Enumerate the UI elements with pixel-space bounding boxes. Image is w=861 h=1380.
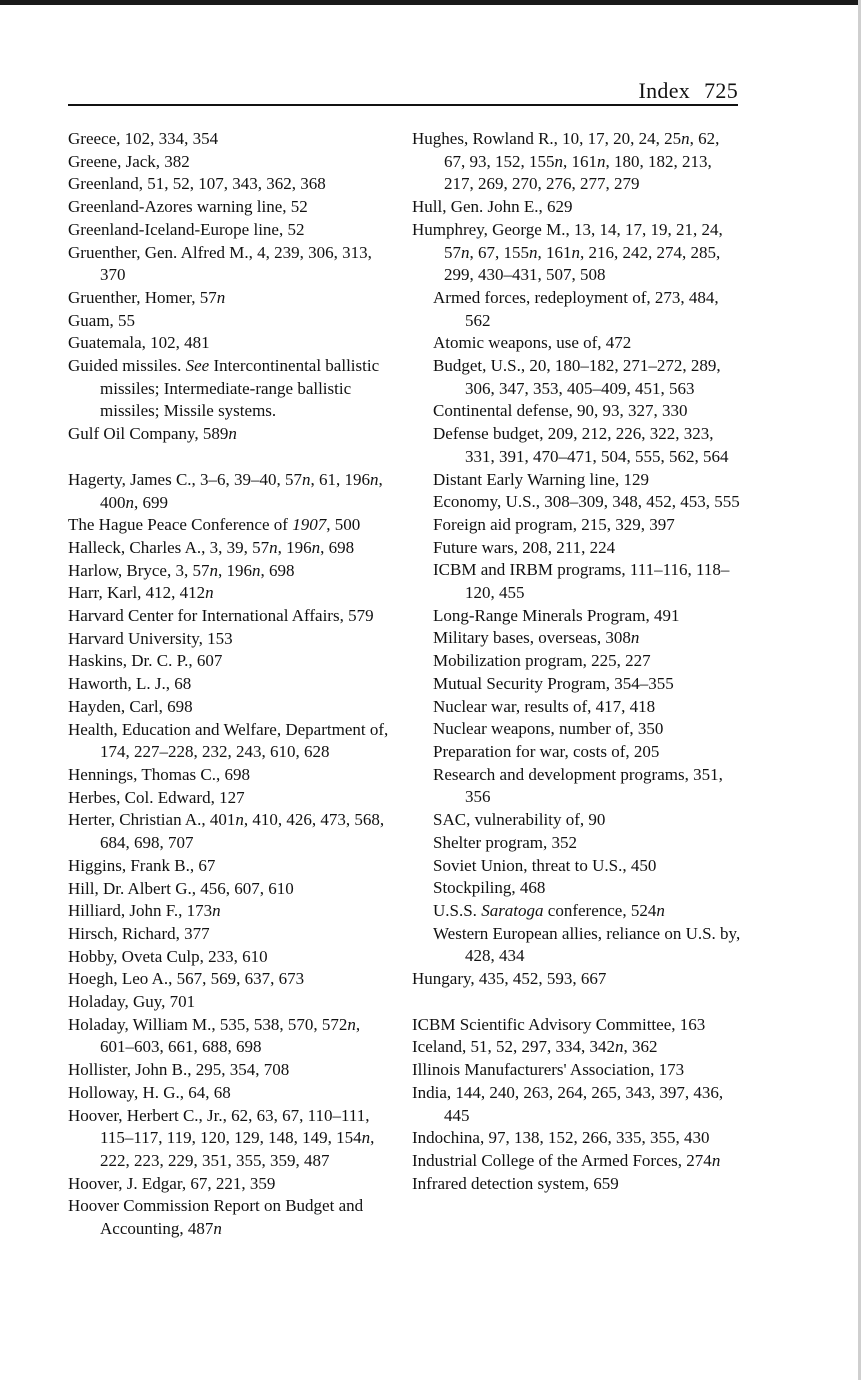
index-entry: Holloway, H. G., 64, 68 [68, 1082, 231, 1102]
header-label [625, 78, 739, 104]
index-entry: Greene, Jack, 382 [68, 151, 190, 171]
index-entry: Hill, Dr. Albert G., 456, 607, 610 [68, 878, 294, 898]
index-entry: Hull, Gen. John E., 629 [412, 197, 573, 217]
index-entry: Hoegh, Leo A., 567, 569, 637, 673 [68, 969, 305, 989]
index-entry: ICBM Scientific Advisory Committee, 163 [412, 1014, 706, 1034]
index-subentry: Military bases, overseas, 308n [433, 628, 640, 648]
page-number: 725 [704, 78, 738, 103]
index-entry: Hoover Commission Report on Budget and Accounting, 487n [68, 1196, 364, 1239]
index-entry: Iceland, 51, 52, 297, 334, 342n, 362 [412, 1037, 658, 1057]
index-subentry: ICBM and IRBM programs, 111–116, 118–120, 455 [433, 560, 730, 603]
index-entry: Health, Education and Welfare, Department of, 174, 227–228, 232, 243, 610, 628 [68, 719, 389, 762]
index-entry: Greenland, 51, 52, 107, 343, 362, 368 [68, 174, 326, 194]
index-subentry: Distant Early Warning line, 129 [433, 469, 649, 489]
index-subentry: Future wars, 208, 211, 224 [433, 537, 616, 557]
index-subentry: Preparation for war, costs of, 205 [433, 741, 660, 761]
index-entry: Halleck, Charles A., 3, 39, 57n, 196n, 698 [68, 537, 355, 557]
index-entry: Higgins, Frank B., 67 [68, 855, 216, 875]
index-entry: Harvard University, 153 [68, 628, 233, 648]
index-entry: Gruenther, Homer, 57n [68, 287, 226, 307]
letter-section-gap [68, 446, 398, 469]
letter-section-gap [412, 991, 742, 1014]
index-entry: Hilliard, John F., 173n [68, 901, 221, 921]
index-subentry: Stockpiling, 468 [433, 878, 546, 898]
index-entry: Holaday, William M., 535, 538, 570, 572n, 601–603, 661, 688, 698 [68, 1014, 361, 1057]
index-entry: Holaday, Guy, 701 [68, 992, 196, 1012]
index-subentry: Defense budget, 209, 212, 226, 322, 323, 331, 391, 470–471, 504, 555, 562, 564 [433, 424, 729, 466]
index-subentry: Mutual Security Program, 354–355 [433, 673, 674, 693]
index-entry: The Hague Peace Conference of 1907, 500 [68, 515, 361, 535]
index-entry: Hollister, John B., 295, 354, 708 [68, 1060, 290, 1080]
index-entry: Industrial College of the Armed Forces, 274n [412, 1150, 721, 1170]
running-header [68, 76, 738, 106]
index-subentry: Nuclear war, results of, 417, 418 [433, 696, 656, 716]
index-entry: Humphrey, George M., 13, 14, 17, 19, 21, 24, 57n, 67, 155n, 161n, 216, 242, 274, 285, 299, 430–431, 507, 508 [412, 219, 723, 285]
index-entry: Hennings, Thomas C., 698 [68, 764, 250, 784]
index-entry: India, 144, 240, 263, 264, 265, 343, 397, 436, 445 [412, 1082, 724, 1125]
index-entry: Hayden, Carl, 698 [68, 696, 193, 716]
index-entry: Harvard Center for International Affairs, 579 [68, 606, 374, 626]
index-entry: Hoover, J. Edgar, 67, 221, 359 [68, 1173, 276, 1193]
index-subentry: Atomic weapons, use of, 472 [433, 333, 632, 353]
index-entry: Haskins, Dr. C. P., 607 [68, 651, 223, 671]
index-entry: Indochina, 97, 138, 152, 266, 335, 355, 430 [412, 1128, 710, 1148]
index-entry: Infrared detection system, 659 [412, 1173, 619, 1193]
index-entry: Greenland-Iceland-Europe line, 52 [68, 219, 305, 239]
index-entry: Harlow, Bryce, 3, 57n, 196n, 698 [68, 560, 295, 580]
index-entry: Guatemala, 102, 481 [68, 333, 210, 353]
index-entry: Haworth, L. J., 68 [68, 674, 192, 694]
index-entry: Gulf Oil Company, 589n [68, 424, 237, 444]
index-subentry: Foreign aid program, 215, 329, 397 [433, 514, 675, 534]
index-subentry: Economy, U.S., 308–309, 348, 452, 453, 555 [433, 492, 740, 512]
index-column-left [68, 128, 398, 1241]
index-entry: Herbes, Col. Edward, 127 [68, 787, 245, 807]
index-subentry: Soviet Union, threat to U.S., 450 [433, 855, 657, 875]
index-entry: Hughes, Rowland R., 10, 17, 20, 24, 25n, 62, 67, 93, 152, 155n, 161n, 180, 182, 213, 217, 269, 270, 276, 277, 279 [412, 129, 720, 194]
index-entry: Guam, 55 [68, 310, 136, 330]
index-entry: Hirsch, Richard, 377 [68, 923, 210, 943]
header-title: Index [638, 78, 691, 103]
index-subentry: Shelter program, 352 [433, 832, 577, 852]
index-entry: Gruenther, Gen. Alfred M., 4, 239, 306, 313, 370 [68, 242, 372, 285]
index-subentry: Western European allies, reliance on U.S. by, 428, 434 [433, 923, 741, 966]
index-entry: Greenland-Azores warning line, 52 [68, 197, 308, 217]
index-entry: Harr, Karl, 412, 412n [68, 583, 214, 603]
index-entry: Herter, Christian A., 401n, 410, 426, 473, 568, 684, 698, 707 [68, 810, 385, 853]
index-entry: Hoover, Herbert C., Jr., 62, 63, 67, 110–111, 115–117, 119, 120, 129, 148, 149, 154n, 222, 223, 229, 351, 355, 359, 487 [68, 1105, 375, 1170]
index-entry: Hobby, Oveta Culp, 233, 610 [68, 946, 268, 966]
index-subentry: Mobilization program, 225, 227 [433, 651, 651, 671]
page-top-edge [0, 0, 861, 5]
index-subentry: Armed forces, redeployment of, 273, 484, 562 [433, 287, 719, 330]
index-entry: Guided missiles. See Intercontinental ballistic missiles; Intermediate-range ballistic missiles; Missile systems. [68, 356, 380, 421]
index-entry: Illinois Manufacturers' Association, 173 [412, 1060, 685, 1080]
index-entry: Hagerty, James C., 3–6, 39–40, 57n, 61, 196n, 400n, 699 [68, 469, 383, 512]
index-entry: Hungary, 435, 452, 593, 667 [412, 969, 607, 989]
index-subentry: Continental defense, 90, 93, 327, 330 [433, 401, 688, 421]
index-subentry: Nuclear weapons, number of, 350 [433, 719, 664, 739]
index-subentry: Research and development programs, 351, 356 [433, 764, 723, 807]
index-subentry: Budget, U.S., 20, 180–182, 271–272, 289, 306, 347, 353, 405–409, 451, 563 [433, 356, 721, 398]
index-subentry: SAC, vulnerability of, 90 [433, 810, 606, 830]
index-column-right [412, 128, 742, 1195]
index-entry: Greece, 102, 334, 354 [68, 129, 219, 148]
index-subentry: U.S.S. Saratoga conference, 524n [433, 900, 665, 920]
index-subentry: Long-Range Minerals Program, 491 [433, 605, 680, 625]
